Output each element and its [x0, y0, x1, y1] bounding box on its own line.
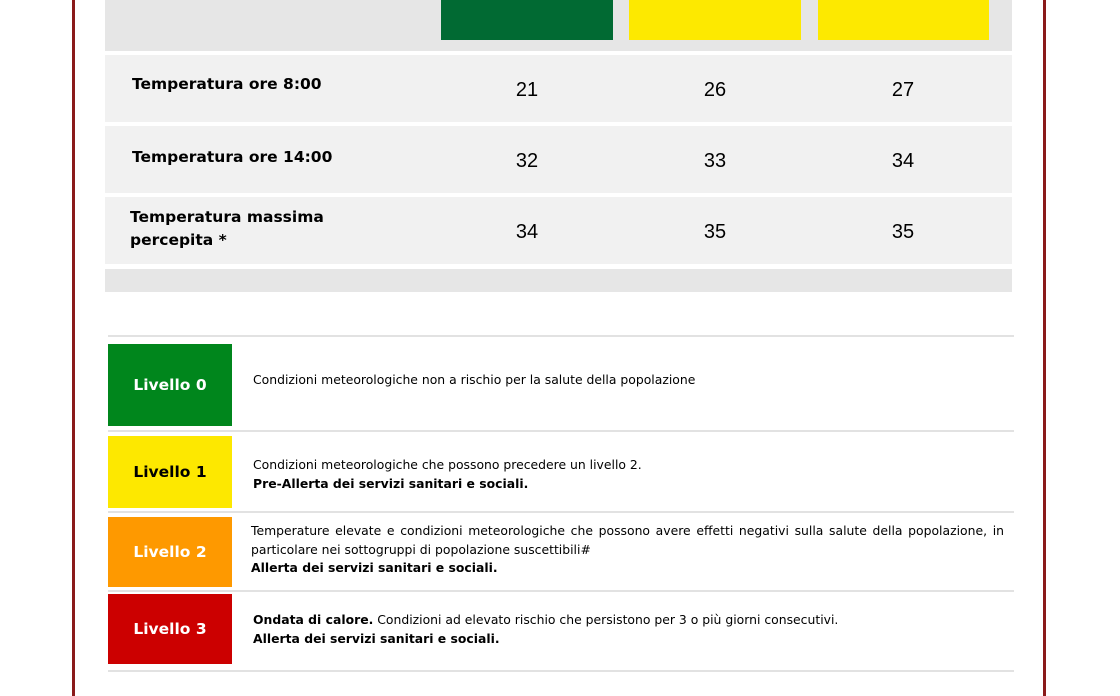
table-cell: 26: [703, 79, 727, 101]
table-footer: [105, 269, 1012, 292]
legend-desc-bold: Allerta dei servizi sanitari e sociali.: [253, 630, 500, 646]
row-label: Temperatura ore 14:00: [132, 148, 333, 166]
row-label-line: percepita *: [130, 231, 227, 249]
legend-label: Livello 0: [133, 376, 207, 394]
legend-desc: [251, 522, 1004, 578]
legend-desc: [253, 371, 1004, 390]
level-chip-day-3: [818, 0, 989, 40]
legend-label: Livello 3: [133, 620, 207, 638]
table-row: [105, 197, 1012, 264]
legend-level-2: [108, 517, 232, 587]
table-row: [105, 126, 1012, 193]
table-cell: 35: [891, 221, 915, 243]
level-chip-day-2: [629, 0, 801, 40]
table-cell: 21: [515, 79, 539, 101]
divider: [108, 335, 1014, 337]
divider: [108, 430, 1014, 432]
legend-label: Livello 2: [133, 543, 207, 561]
table-cell: 32: [515, 150, 539, 172]
divider: [108, 511, 1014, 513]
legend-level-1: [108, 436, 232, 508]
table-cell: 34: [891, 150, 915, 172]
table-cell: 35: [703, 221, 727, 243]
legend-label: Livello 1: [133, 463, 207, 481]
row-label: [130, 206, 324, 252]
table-cell: 34: [515, 221, 539, 243]
table-cell: 27: [891, 79, 915, 101]
row-label-line: Temperatura massima: [130, 208, 324, 226]
divider: [108, 670, 1014, 672]
level-chip-day-1: [441, 0, 613, 40]
legend-desc-text: Condizioni meteorologiche non a rischio per la salute della popolazione: [253, 372, 696, 387]
legend-desc-text: Condizioni meteorologiche che possono precedere un livello 2.: [253, 457, 642, 472]
legend-desc-line: [253, 611, 1004, 630]
row-label: Temperatura ore 8:00: [132, 75, 322, 93]
legend-desc-bold: Pre-Allerta dei servizi sanitari e sociali.: [253, 475, 529, 491]
legend-desc: [253, 456, 1004, 493]
divider: [108, 590, 1014, 592]
legend-desc-lead: Ondata di calore.: [253, 612, 374, 627]
legend-desc-text: Temperature elevate e condizioni meteorologiche che possono avere effetti negativi sulla salute della popolazione, in particolare nei sottogruppi di popolazione suscettibili#: [251, 523, 1004, 557]
legend-level-0: [108, 344, 232, 426]
table-row: [105, 55, 1012, 122]
legend-desc: [253, 611, 1004, 648]
legend-desc-bold: Allerta dei servizi sanitari e sociali.: [251, 560, 498, 575]
table-cell: 33: [703, 150, 727, 172]
legend-desc-text: Condizioni ad elevato rischio che persistono per 3 o più giorni consecutivi.: [373, 612, 839, 627]
legend-level-3: [108, 594, 232, 664]
